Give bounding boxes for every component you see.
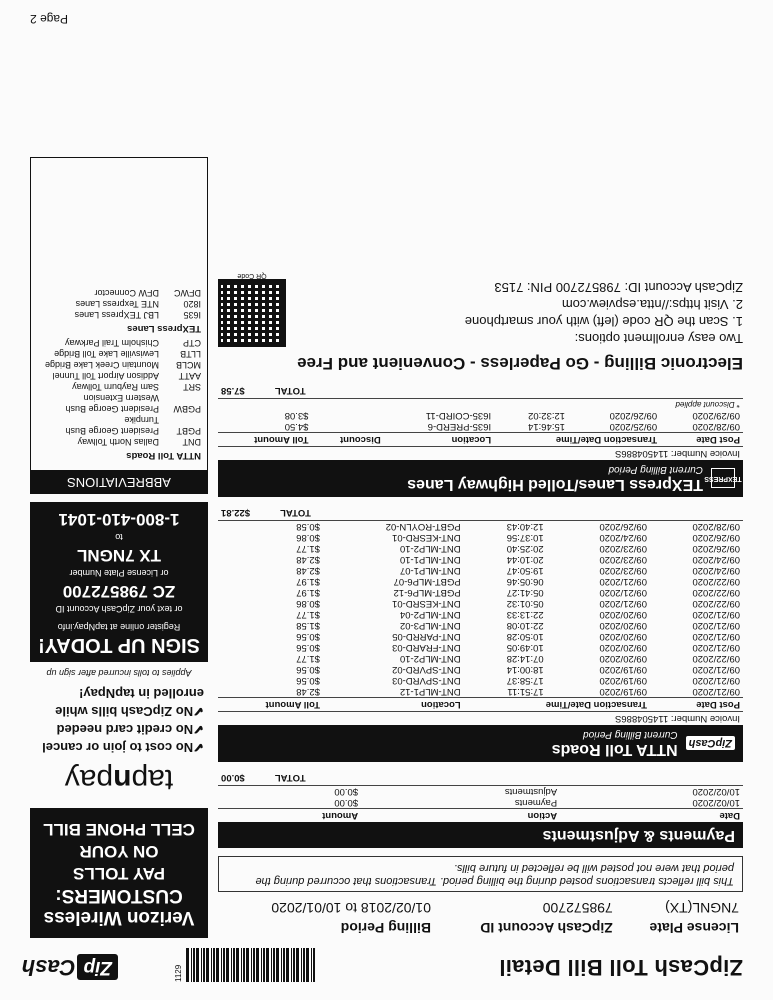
ebill-line-4: ZipCash Account ID: 798572700 PIN: 7153 [494, 280, 743, 295]
total-label: TOTAL [274, 385, 306, 396]
payments-title: Payments & Adjustments [542, 827, 735, 844]
ntta-col-amount: Toll Amount [218, 698, 323, 712]
logo-tail: Cash [21, 955, 76, 980]
pay-action: Adjustments [504, 786, 558, 797]
discount-note: * Discount applied [675, 400, 740, 409]
abbrev-meaning: Addison Airport Toll Tunnel [52, 371, 159, 381]
ntta-title: NTTA Toll Roads [551, 741, 678, 758]
abbrev-meaning: Chisholm Trail Parkway [64, 338, 159, 348]
table-cell: 09/29/2020 [692, 410, 740, 421]
benefit-item: ✔ No credit card needed [34, 720, 204, 738]
table-cell: DNT-SPVRD-03 [392, 675, 461, 686]
abbrev-code: LLTB [180, 349, 201, 359]
abbrev-row [37, 359, 201, 370]
table-cell: 09/19/2020 [599, 664, 647, 675]
table-cell: I635-COIRD-11 [425, 410, 492, 421]
benefit-list [30, 684, 208, 756]
table-row [218, 543, 743, 554]
abbrev-code: MCLB [175, 360, 201, 370]
table-cell: DNT-MLP1-07 [399, 565, 461, 576]
abbrev-row [37, 381, 201, 392]
tex-col-post: Post Date [660, 433, 743, 447]
table-cell: 09/28/2020 [692, 521, 740, 532]
abbrev-row [37, 436, 201, 447]
ntta-col-trans: Transaction Date/Time [464, 698, 650, 712]
abbrev-row [37, 337, 201, 348]
tex-col-trans: Transaction Date/Time [494, 433, 660, 447]
pay-text: pay [64, 763, 114, 796]
account-summary [218, 898, 743, 938]
table-cell: 22:13:33 [506, 609, 544, 620]
table-cell: 09/22/2020 [692, 598, 740, 609]
table-row [218, 576, 743, 587]
table-cell: 09/19/2020 [599, 686, 647, 697]
total-value: $0.00 [221, 772, 245, 783]
abbrev-code: DFWC [174, 288, 201, 298]
table-cell: 09/25/2020 [609, 421, 658, 432]
total-label: TOTAL [274, 772, 306, 783]
table-cell: 09/23/2020 [599, 554, 647, 565]
table-cell: 12:40:43 [506, 521, 544, 532]
signup-box [30, 502, 208, 662]
zipcash-logo [23, 948, 118, 986]
texpress-total [218, 383, 743, 399]
abbrev-box [30, 157, 208, 471]
table-row [218, 421, 743, 433]
table-cell: DNT-SPVRD-02 [392, 664, 461, 675]
table-cell: 09/21/2020 [599, 576, 647, 587]
table-row [218, 797, 743, 809]
benefit-item: ✔ No cost to join or cancel [34, 738, 204, 756]
total-value: $7.58 [221, 385, 245, 396]
signup-phone: 1-800-410-1041 [58, 510, 180, 529]
abbrev-meaning: NTE Texpress Lanes [75, 299, 159, 309]
table-row [218, 587, 743, 598]
tex-col-location: Location [384, 433, 494, 447]
col-plate: License Plate [649, 920, 739, 936]
period-value: 01/02/2018 to 10/01/2020 [271, 900, 431, 916]
pay-col-amount: Amount [218, 809, 361, 823]
table-cell: 10:37:56 [506, 532, 544, 543]
table-row [218, 653, 743, 664]
promo-line: CELL PHONE BILL [43, 820, 195, 839]
table-cell: 17:58:37 [506, 675, 544, 686]
abbrev-code: CTP [183, 338, 201, 348]
table-cell: DNT-MLP2-10 [399, 653, 461, 664]
table-cell: 09/21/2020 [692, 686, 740, 697]
abbrev-row [37, 392, 201, 414]
table-cell: $1.77 [296, 609, 320, 620]
table-cell: 09/22/2020 [692, 653, 740, 664]
table-cell: $0.56 [296, 664, 320, 675]
table-cell: 09/21/2020 [599, 587, 647, 598]
table-row [218, 565, 743, 576]
table-row [218, 631, 743, 642]
table-cell: $1.97 [296, 587, 320, 598]
table-cell: $0.86 [296, 532, 320, 543]
table-cell: 09/21/2020 [599, 598, 647, 609]
table-cell: 09/23/2020 [599, 543, 647, 554]
table-cell: 09/19/2020 [599, 675, 647, 686]
table-cell [312, 410, 384, 421]
texpress-subtitle: Current Billing Period [608, 464, 703, 475]
table-cell: $3.08 [284, 410, 309, 421]
total-label: TOTAL [280, 507, 311, 518]
table-cell: 18:00:14 [506, 664, 544, 675]
table-cell: 12:32:02 [528, 410, 566, 421]
table-cell: 05:01:32 [506, 598, 544, 609]
promo-line: ON YOUR [79, 842, 159, 861]
table-cell: 09/24/2020 [692, 565, 740, 576]
abbrev-meaning: Sam Rayburn Tollway [72, 382, 159, 392]
ebill-title: Electronic Billing - Go Paperless - Convenient and Free [297, 354, 743, 373]
abbrev-meaning: DFW Connector [94, 288, 159, 298]
table-cell: 09/20/2020 [599, 653, 647, 664]
abbrev-code: PGBW [173, 404, 201, 414]
ntta-logo: ZipCash [686, 737, 735, 751]
table-cell: 09/21/2020 [692, 664, 740, 675]
table-cell: 09/20/2020 [599, 620, 647, 631]
table-cell: DNT-MLP2-04 [399, 609, 461, 620]
tex-col-discount: Discount [312, 433, 384, 447]
table-cell: 09/21/2020 [692, 609, 740, 620]
table-cell: 22:10:08 [506, 620, 544, 631]
ntta-subtitle: Current Billing Period [583, 729, 678, 740]
table-cell: DNT-KESRD-01 [392, 598, 461, 609]
table-cell: $1.58 [296, 620, 320, 631]
table-cell: $1.97 [296, 576, 320, 587]
table-cell: 09/26/2020 [609, 410, 658, 421]
tap-n: n [113, 763, 132, 796]
page-number: Page 2 [30, 12, 69, 26]
page-title: ZipCash Toll Bill Detail [499, 955, 743, 980]
table-cell: $4.50 [284, 421, 309, 432]
table-row [218, 554, 743, 565]
table-cell: 06:05:46 [506, 576, 544, 587]
promo-line: CUSTOMERS: [55, 885, 183, 906]
table-cell: 05:41:27 [506, 587, 544, 598]
table-cell: 09/26/2020 [599, 521, 647, 532]
table-cell: DNT-PARRD-05 [392, 631, 461, 642]
table-cell: 10:49:05 [506, 642, 544, 653]
qr-code-icon[interactable] [218, 279, 286, 347]
table-row [218, 532, 743, 543]
texpress-title: TEXpress Lanes/Tolled Highway Lanes [407, 476, 703, 493]
signup-line: Register online at tapNpay.info [57, 622, 181, 632]
promo-column [30, 157, 208, 938]
table-cell: 15:46:14 [528, 421, 566, 432]
promo-line: Verizon Wireless [43, 907, 195, 928]
table-cell: 09/21/2020 [692, 642, 740, 653]
table-row [218, 786, 743, 797]
signup-line: or text your ZipCash Account ID [55, 604, 183, 614]
abbrev-meaning: President George Bush Turnpike [65, 415, 159, 436]
tap-text: tap [131, 763, 174, 796]
ebill-line-1: Two easy enrollment options: [574, 331, 743, 346]
abbrev-code: DNT [182, 437, 201, 447]
table-row [218, 410, 743, 421]
table-cell: 09/21/2020 [692, 620, 740, 631]
abbrev-tex-head: TEXpress Lanes [127, 323, 201, 334]
table-row [218, 642, 743, 653]
table-cell: 09/20/2020 [599, 642, 647, 653]
abbrev-row [37, 287, 201, 298]
table-cell: 20:25:40 [506, 543, 544, 554]
billing-notice: This bill reflects transactions posted during the billing period. Transactions that occurred during the period that were not posted will be reflected in future bills. [218, 856, 743, 892]
table-row [218, 521, 743, 532]
table-cell: $0.56 [296, 631, 320, 642]
table-cell: 19:50:47 [506, 565, 544, 576]
abbrev-row [37, 370, 201, 381]
abbrev-code: I820 [183, 299, 201, 309]
pay-amount: $0.00 [334, 797, 359, 808]
ntta-table [218, 521, 743, 711]
table-cell: DNT-MLP2-10 [399, 543, 461, 554]
table-cell: 07:14:28 [506, 653, 544, 664]
pay-col-date: Date [560, 809, 743, 823]
table-cell: $2.48 [296, 686, 320, 697]
table-cell: 09/26/2020 [692, 543, 740, 554]
table-cell: 09/22/2020 [692, 587, 740, 598]
pay-date: 10/02/2020 [692, 797, 740, 808]
signup-plate: TX 7NGNL [76, 546, 162, 565]
table-cell: DNT-MLP3-02 [399, 620, 461, 631]
abbrev-code: PGBT [176, 426, 201, 436]
table-row [218, 686, 743, 698]
abbrev-meaning: President George Bush Western Extension [65, 393, 159, 414]
table-cell: PGBT-MLP6-12 [393, 587, 461, 598]
table-row [218, 620, 743, 631]
ebill-line-3: 2. Visit https://ntta.espview.com [561, 297, 743, 312]
abbrev-meaning: Dallas North Tollway [77, 437, 159, 447]
table-cell: 09/20/2020 [599, 631, 647, 642]
ebill-line-2: 1. Scan the QR code (left) with your smartphone [464, 314, 743, 329]
table-cell: $1.77 [296, 653, 320, 664]
signup-line: to [115, 532, 123, 542]
abbrev-ntta-head: NTTA Toll Roads [126, 450, 201, 461]
tex-col-amount: Toll Amount [218, 433, 312, 447]
texpress-table [218, 410, 743, 446]
abbrev-header: ABBREVIATIONS [30, 471, 208, 494]
signup-line: or License Plate Number [69, 568, 169, 578]
table-cell: DNT-FRARD-03 [392, 642, 461, 653]
table-cell: $1.77 [296, 543, 320, 554]
tapnpay-logo [30, 762, 208, 796]
logo-box: Zip [78, 954, 119, 980]
abbrev-meaning: LBJ TEXpress Lanes [74, 310, 159, 320]
abbrev-code: AATT [178, 371, 201, 381]
payments-table [218, 786, 743, 822]
signup-title: SIGN UP TODAY! [38, 634, 200, 656]
abbrev-meaning: Lewisville Lake Toll Bridge [54, 349, 159, 359]
table-cell: $0.56 [296, 675, 320, 686]
table-cell: $2.48 [296, 554, 320, 565]
table-cell: $0.58 [296, 521, 320, 532]
texpress-header [218, 460, 743, 497]
table-cell: 09/21/2020 [692, 675, 740, 686]
table-row [218, 675, 743, 686]
table-cell: 09/28/2020 [692, 421, 740, 432]
table-cell [312, 421, 384, 433]
table-cell: $0.86 [296, 598, 320, 609]
abbrev-row [37, 298, 201, 309]
account-value: 798572700 [542, 900, 613, 916]
table-cell: PGBT-ROYLN-02 [385, 521, 461, 532]
barcode [185, 948, 315, 982]
abbrev-meaning: Mountain Creek Lake Bridge [44, 360, 159, 370]
ntta-total [218, 505, 743, 521]
table-cell: 09/20/2020 [599, 609, 647, 620]
table-cell: 10:50:28 [506, 631, 544, 642]
ebill-section [218, 272, 743, 373]
applies-note: Applies to tolls incurred after sign up [46, 668, 192, 678]
table-cell: 09/22/2020 [692, 576, 740, 587]
plate-value: 7NGNL(TX) [665, 900, 739, 916]
signup-code: ZC 798572700 [62, 582, 176, 601]
payments-header [218, 822, 743, 848]
table-cell: 09/21/2020 [692, 631, 740, 642]
abbrev-code: I635 [183, 310, 201, 320]
page-code: 1129 [174, 964, 183, 982]
texpress-invoice: Invoice Number: 114504886S [218, 446, 743, 460]
payments-total [218, 770, 743, 786]
benefit-item: ✔ No ZipCash bills while enrolled in tapNpay! [34, 684, 204, 720]
pay-action: Payments [514, 797, 558, 808]
total-value: $22.81 [221, 507, 251, 518]
table-cell: DNT-MLP1-10 [399, 554, 461, 565]
table-cell: DNT-KESRD-01 [392, 532, 461, 543]
table-cell: DNT-MLP1-12 [399, 686, 461, 697]
table-cell: $0.56 [296, 642, 320, 653]
qr-label: QR Code [237, 272, 267, 279]
ntta-invoice: Invoice Number: 114504886S [218, 711, 743, 725]
table-cell: I635-PRERD-6 [427, 421, 492, 432]
pay-date: 10/02/2020 [692, 786, 740, 797]
abbrev-row [37, 348, 201, 359]
table-row [218, 609, 743, 620]
pay-col-action: Action [361, 809, 560, 823]
promo-line: PAY TOLLS [73, 864, 165, 883]
col-period: Billing Period [340, 920, 431, 936]
pay-amount: $0.00 [334, 786, 359, 797]
col-account: ZipCash Account ID [480, 920, 613, 936]
table-cell: $2.48 [296, 565, 320, 576]
ntta-header [218, 725, 743, 762]
ntta-col-location: Location [323, 698, 464, 712]
ntta-col-post: Post Date [650, 698, 743, 712]
table-cell: 09/26/2020 [692, 532, 740, 543]
texpress-logo: TEXPRESS [711, 469, 735, 489]
bill-detail-column [218, 272, 743, 938]
table-cell: 09/23/2020 [599, 565, 647, 576]
abbrev-code: SRT [183, 382, 201, 392]
table-cell: 09/24/2020 [692, 554, 740, 565]
table-cell: 17:51:11 [507, 686, 544, 697]
table-cell: 09/24/2020 [599, 532, 647, 543]
table-cell: 20:10:44 [506, 554, 544, 565]
abbrev-row [37, 414, 201, 436]
abbrev-row [37, 309, 201, 320]
table-cell: PGBT-MLP6-07 [393, 576, 461, 587]
table-row [218, 664, 743, 675]
table-row [218, 598, 743, 609]
verizon-promo [30, 808, 208, 938]
